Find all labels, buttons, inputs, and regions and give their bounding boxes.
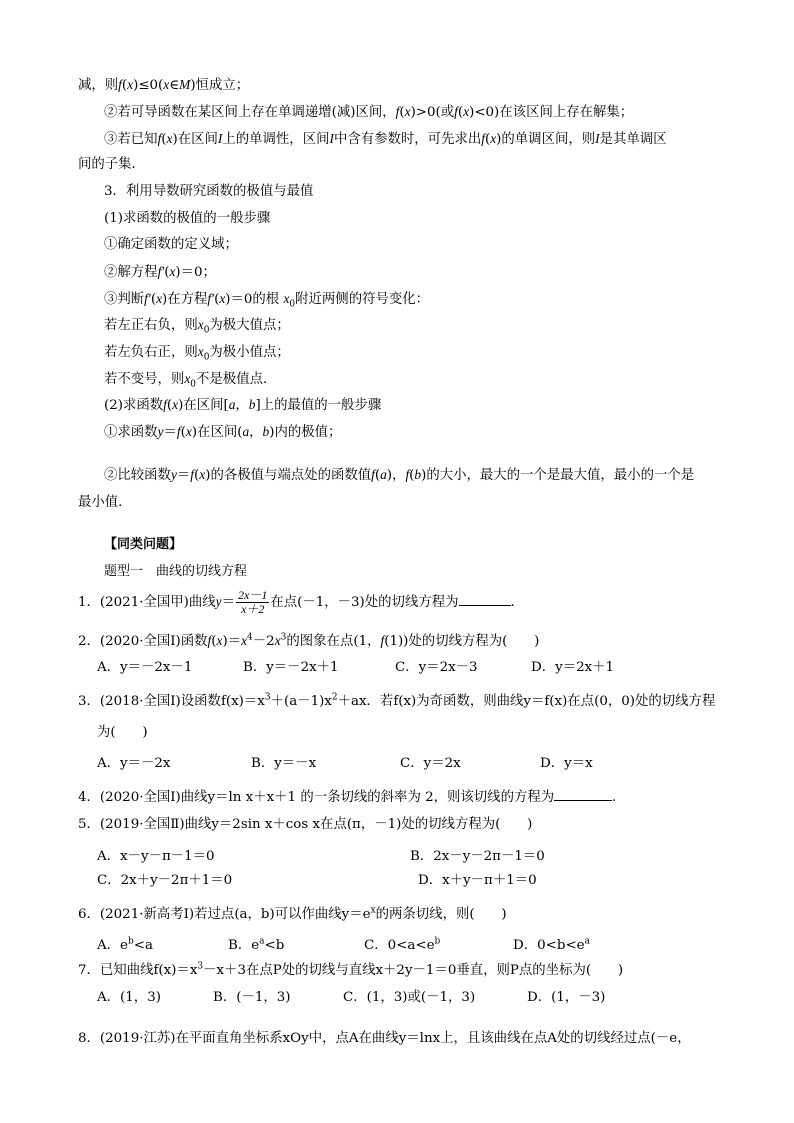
text-line: [104, 210, 270, 228]
math-var: x: [490, 131, 497, 146]
text: 【同类问题】: [104, 537, 183, 552]
math-var: f: [190, 467, 195, 482]
math-var: f: [481, 131, 485, 146]
superscript: 3: [264, 692, 271, 703]
text: ①确定函数的定义域；: [104, 237, 238, 252]
subscript: 0: [203, 352, 210, 363]
text: 的图象在点(1，: [286, 634, 381, 649]
math-var: b: [262, 424, 270, 439]
text: )内的极值；: [269, 425, 342, 440]
text: ③判断: [104, 292, 145, 307]
option-label: A．e: [97, 938, 128, 953]
question-2: [78, 632, 539, 651]
text: ，: [235, 398, 249, 413]
option-label: C．(1，3)或(－1，3): [343, 990, 476, 1005]
math-var: b: [414, 467, 422, 482]
math-var: x: [241, 633, 248, 648]
text: 2．(2020·全国Ⅰ)函数: [78, 634, 208, 649]
math-var: x: [127, 77, 134, 92]
text: ＋(a－1)x: [270, 694, 332, 709]
text: )在区间[: [178, 398, 229, 413]
option-label: D．x＋y－π＋1＝0: [418, 873, 537, 888]
text: ③若已知: [104, 132, 158, 147]
question-6: [78, 906, 507, 924]
text: －2: [252, 634, 275, 649]
math-var: x: [199, 467, 206, 482]
text-line: [104, 466, 694, 485]
math-var: f: [157, 131, 162, 146]
question-5: [78, 816, 532, 834]
option-label: C．y＝2x－3: [395, 660, 478, 675]
text: (: [161, 132, 167, 147]
text: (: [164, 265, 170, 280]
text: 4．(2020·全国Ⅰ)曲线y＝ln x＋x＋1 的一条切线的斜率为 2，则该切线的方程为: [78, 790, 555, 805]
text: f(x)＝x: [220, 694, 265, 709]
text: (: [457, 105, 464, 120]
text-line: [104, 396, 381, 415]
text: 的两条切线，则( ): [375, 907, 507, 922]
text: 1．(2021·全国甲)曲线: [78, 595, 216, 610]
text: )恒成立；: [190, 78, 250, 93]
superscript: x: [370, 905, 376, 916]
section-heading: [104, 183, 313, 201]
option-d[interactable]: [418, 872, 537, 890]
text: )>0(或: [410, 105, 455, 120]
option-b[interactable]: [228, 937, 284, 955]
answer-blank[interactable]: [554, 788, 612, 801]
text: ＝: [221, 595, 235, 610]
subscript: 0: [289, 299, 296, 310]
option-label: C．0<a<e: [364, 938, 435, 953]
math-var: f: [395, 104, 400, 119]
text: )＝0的根: [225, 292, 280, 307]
option-a[interactable]: [97, 755, 170, 773]
question-4: [78, 788, 626, 807]
math-var: x: [169, 264, 176, 279]
option-b[interactable]: [213, 989, 291, 1007]
option-label: A．(1，3): [97, 990, 161, 1005]
option-label: B．y＝－2x＋1: [243, 660, 339, 675]
text: )＝: [222, 634, 242, 649]
math-var: y: [215, 594, 222, 609]
text: (: [194, 468, 200, 483]
text: ＋ax．若f(x)为奇函数，则曲线y＝f(x)在点(0，0)处的切线方程: [337, 694, 716, 709]
math-var: x: [197, 317, 204, 332]
option-c[interactable]: [395, 659, 478, 677]
section-label: [104, 536, 182, 554]
superscript: a: [584, 936, 590, 947]
text: (: [484, 132, 491, 147]
math-var: y: [157, 424, 164, 439]
text-line: [97, 724, 148, 742]
math-var: x: [197, 344, 204, 359]
option-a[interactable]: [97, 937, 153, 955]
text-line: [104, 263, 216, 282]
option-label: B．2x－y－2π－1＝0: [410, 849, 545, 864]
option-label: D．y＝x: [540, 756, 593, 771]
text: 为极小值点；: [209, 345, 290, 360]
superscript: b: [434, 936, 441, 947]
math-var: f: [380, 633, 385, 648]
text-line: [104, 343, 290, 362]
text: ＝: [176, 468, 191, 483]
math-var: f: [118, 77, 122, 92]
text: 为( ): [97, 725, 148, 740]
option-c[interactable]: [400, 755, 461, 773]
text: )<0)在该区间上存在解集；: [469, 105, 634, 120]
text: (: [409, 468, 415, 483]
text: (2)求函数: [104, 398, 164, 413]
text-line: [104, 130, 667, 149]
option-d[interactable]: [513, 937, 590, 955]
text: 7．已知曲线f(x)＝x: [78, 963, 198, 978]
fraction: [236, 589, 269, 616]
text-line: [104, 290, 429, 309]
text: ＝: [163, 425, 177, 440]
text: 是其单调区: [599, 132, 667, 147]
superscript: a: [259, 936, 265, 947]
option-label: B．e: [228, 938, 260, 953]
text: )＝0；: [175, 265, 216, 280]
text: ①求函数: [104, 425, 158, 440]
text: (: [180, 425, 186, 440]
option-label: D．0<b<e: [513, 938, 585, 953]
text: 附近两侧的符号变化：: [295, 292, 430, 307]
text: )在方程: [162, 292, 208, 307]
math-var: f: [405, 467, 410, 482]
option-label: B．y＝－x: [251, 756, 317, 771]
text: )的各极值与端点处的函数值: [205, 468, 372, 483]
text: 6．(2021·新高考Ⅰ)若过点(a，b)可以作曲线y＝e: [78, 907, 371, 922]
text: －x＋3在点P处的切线与直线x＋2y－1＝0垂直，则P点的坐标为( ): [203, 963, 624, 978]
superscript: 4: [247, 632, 253, 643]
math-var: a: [380, 467, 387, 482]
denominator: x＋2: [241, 602, 265, 616]
text: )在区间(: [191, 425, 243, 440]
text: 8．(2019·江苏)在平面直角坐标系xOy中，点A在曲线y＝lnx上，且该曲线在点A处的切线经过点(－e，: [78, 1031, 691, 1046]
text-line: [104, 370, 276, 389]
math-var: x: [283, 291, 290, 306]
math-var: x: [166, 131, 173, 146]
text: ∈: [169, 78, 180, 93]
text: 若左正右负，则: [104, 318, 198, 333]
text: ，: [249, 425, 263, 440]
numerator: 2x－1: [238, 588, 268, 602]
math-var: b: [248, 397, 256, 412]
text: (: [211, 634, 217, 649]
math-var: x: [184, 371, 191, 386]
text: 为极大值点；: [209, 318, 290, 333]
option-label: B．(－1，3): [213, 990, 291, 1005]
math-var: x: [274, 633, 281, 648]
text: 减，则: [78, 78, 119, 93]
text: )的大小，最大的一个是最大值，最小的一个是: [421, 468, 695, 483]
math-var: f: [207, 633, 212, 648]
text: 上的单调性，区间: [222, 132, 330, 147]
text: )的单调区间，则: [496, 132, 596, 147]
text-line: [78, 156, 145, 174]
text: 在点(－1，－3)处的切线方程为: [270, 595, 459, 610]
text: 间的子集．: [78, 157, 145, 172]
math-var: a: [228, 397, 236, 412]
math-var: f: [176, 424, 181, 439]
question-3: [78, 693, 715, 711]
math-var: x: [156, 291, 163, 306]
text: (: [166, 398, 173, 413]
text: (: [150, 292, 157, 307]
option-c[interactable]: [364, 937, 440, 955]
question-8: [78, 1030, 691, 1048]
option-d[interactable]: [527, 989, 605, 1007]
math-var: x: [172, 397, 179, 412]
math-var: f: [454, 104, 458, 119]
option-label: C．y＝2x: [400, 756, 461, 771]
math-var: y: [170, 467, 177, 482]
subscript: 0: [203, 325, 210, 336]
text: ②解方程: [104, 265, 158, 280]
option-a[interactable]: [97, 848, 215, 866]
math-var: x: [216, 633, 223, 648]
superscript: b: [128, 936, 134, 947]
text: 中含有参数时，可先求出: [333, 132, 482, 147]
option-label: <a: [133, 938, 153, 953]
text: ②若可导函数在某区间上存在单调递增(减)区间，: [104, 105, 396, 120]
text-line: [78, 494, 132, 512]
text: ．: [510, 595, 524, 610]
option-label: A．x－y－π－1＝0: [97, 849, 215, 864]
option-a[interactable]: [97, 659, 192, 677]
math-var: I: [217, 131, 223, 146]
text: 若不变号，则: [104, 372, 185, 387]
option-label: A．y＝－2x: [97, 756, 171, 771]
option-c[interactable]: [343, 989, 475, 1007]
option-d[interactable]: [531, 659, 614, 677]
text: 题型一 曲线的切线方程: [104, 564, 248, 579]
text: (: [214, 292, 220, 307]
option-b[interactable]: [251, 755, 316, 773]
question-type-heading: [104, 563, 247, 581]
math-var: M: [179, 77, 191, 92]
math-var: x: [163, 77, 170, 92]
math-var: x: [185, 424, 192, 439]
text: 5．(2019·全国Ⅱ)曲线y＝2sin x＋cos x在点(π，－1)处的切线方程为( ): [78, 817, 533, 832]
text-line: [104, 316, 290, 335]
math-var: f′: [144, 291, 151, 306]
text: ．: [612, 790, 626, 805]
superscript: 3: [197, 961, 204, 972]
answer-blank[interactable]: [459, 593, 511, 606]
text: )≤0(: [133, 78, 164, 93]
text: 若左负右正，则: [104, 345, 198, 360]
option-b[interactable]: [243, 659, 339, 677]
text: 不是极值点．: [196, 372, 277, 387]
option-b[interactable]: [410, 848, 545, 866]
text: (: [399, 105, 405, 120]
math-var: a: [242, 424, 250, 439]
option-label: C．2x＋y－2π＋1＝0: [97, 873, 233, 888]
math-var: x: [219, 291, 226, 306]
math-var: f′: [157, 264, 165, 279]
text: 3．(2018·全国Ⅰ)设函数: [78, 694, 221, 709]
text-line: [104, 103, 633, 122]
math-var: I: [329, 131, 334, 146]
text: (: [374, 468, 381, 483]
superscript: 2: [331, 692, 338, 703]
option-a[interactable]: [97, 989, 161, 1007]
math-var: f′: [207, 291, 215, 306]
text-line: [104, 236, 238, 254]
text: 3．利用导数研究函数的极值与最值: [104, 184, 314, 199]
option-label: A．y＝－2x－1: [97, 660, 193, 675]
text: 最小值．: [78, 495, 132, 510]
superscript: 3: [280, 632, 287, 643]
math-var: x: [463, 104, 470, 119]
math-var: f: [163, 397, 167, 412]
text: ②比较函数: [104, 468, 171, 483]
text: )在区间: [172, 132, 218, 147]
text: ]上的最值的一般步骤: [255, 398, 382, 413]
question-7: [78, 962, 623, 980]
text: )，: [386, 468, 406, 483]
math-var: x: [404, 104, 411, 119]
subscript: 0: [190, 379, 197, 390]
text: (1)求函数的极值的一般步骤: [104, 211, 271, 226]
question-1: [78, 589, 524, 616]
text: (1))处的切线方程为( ): [384, 634, 540, 649]
option-label: D．(1，－3): [527, 990, 606, 1005]
option-c[interactable]: [97, 872, 232, 890]
option-label: D．y＝2x＋1: [531, 660, 615, 675]
option-label: <b: [264, 938, 285, 953]
math-var: f: [371, 467, 375, 482]
text-line: [78, 76, 249, 95]
text: (: [121, 78, 128, 93]
text-line: [104, 423, 341, 442]
math-var: I: [595, 131, 600, 146]
option-d[interactable]: [540, 755, 593, 773]
